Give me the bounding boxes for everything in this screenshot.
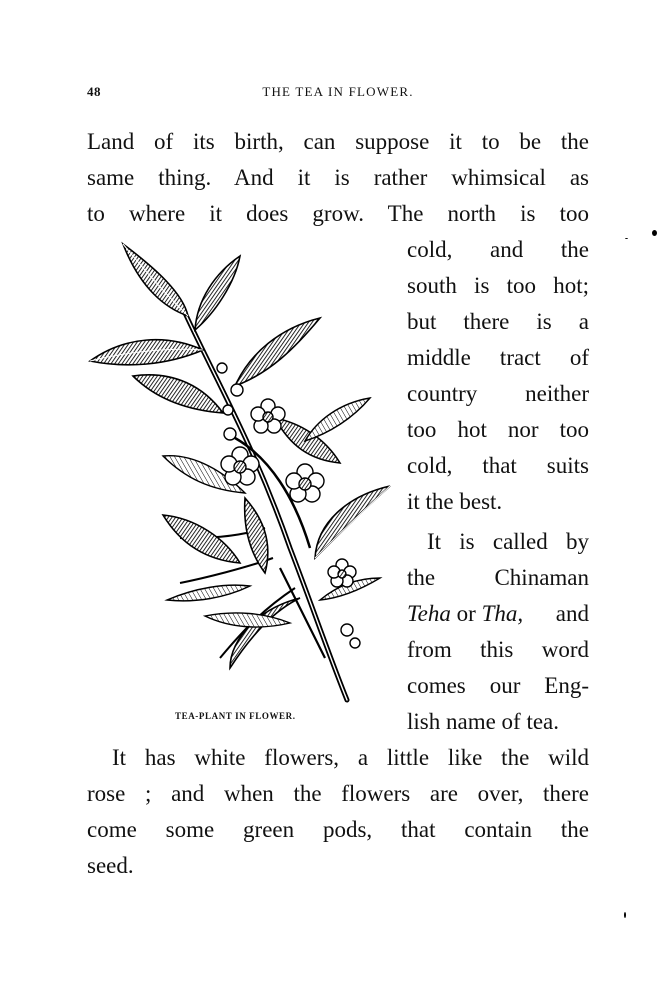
text-line: country neither [407, 381, 589, 406]
italic-word: Tha, [481, 601, 524, 626]
page-header [87, 84, 589, 100]
text-fragment [407, 596, 523, 632]
text-line: south is too hot; [407, 273, 589, 298]
text-line: rose ; and when the flowers are over, there [87, 781, 589, 806]
text-line [407, 596, 589, 632]
text-line: seed. [87, 853, 134, 878]
text-fragment: or [450, 601, 482, 626]
text-line: come some green pods, that contain the [87, 817, 589, 842]
text-line: lish name of tea. [407, 709, 560, 734]
text-line: too hot nor too [407, 417, 589, 442]
text-line: Land of its birth, can suppose it to be the [87, 129, 589, 154]
italic-word: Teha [407, 601, 451, 626]
print-speck [625, 238, 628, 239]
print-speck [624, 912, 626, 918]
page-number: 48 [87, 84, 101, 99]
text-line: but there is a [407, 309, 589, 334]
text-line: same thing. And it is rather whimsical as [87, 165, 589, 190]
text-line: cold, that suits [407, 453, 589, 478]
text-line: it the best. [407, 489, 503, 514]
text-line: comes our Eng- [407, 673, 589, 698]
text-line: from this word [407, 637, 589, 662]
running-head: THE TEA IN FLOWER. [262, 84, 414, 99]
text-line: It has white flowers, a little like the wild [112, 745, 589, 770]
figure-caption: TEA-PLANT IN FLOWER. [175, 711, 296, 721]
text-fragment: and [550, 601, 589, 626]
text-line: cold, and the [407, 237, 589, 262]
text-line: the Chinaman [407, 565, 589, 590]
text-line: It is called by [427, 529, 589, 554]
text-line: to where it does grow. The north is too [87, 201, 589, 226]
text-line: middle tract of [407, 345, 589, 370]
print-speck [652, 230, 657, 236]
tea-plant-engraving-icon [85, 238, 395, 708]
